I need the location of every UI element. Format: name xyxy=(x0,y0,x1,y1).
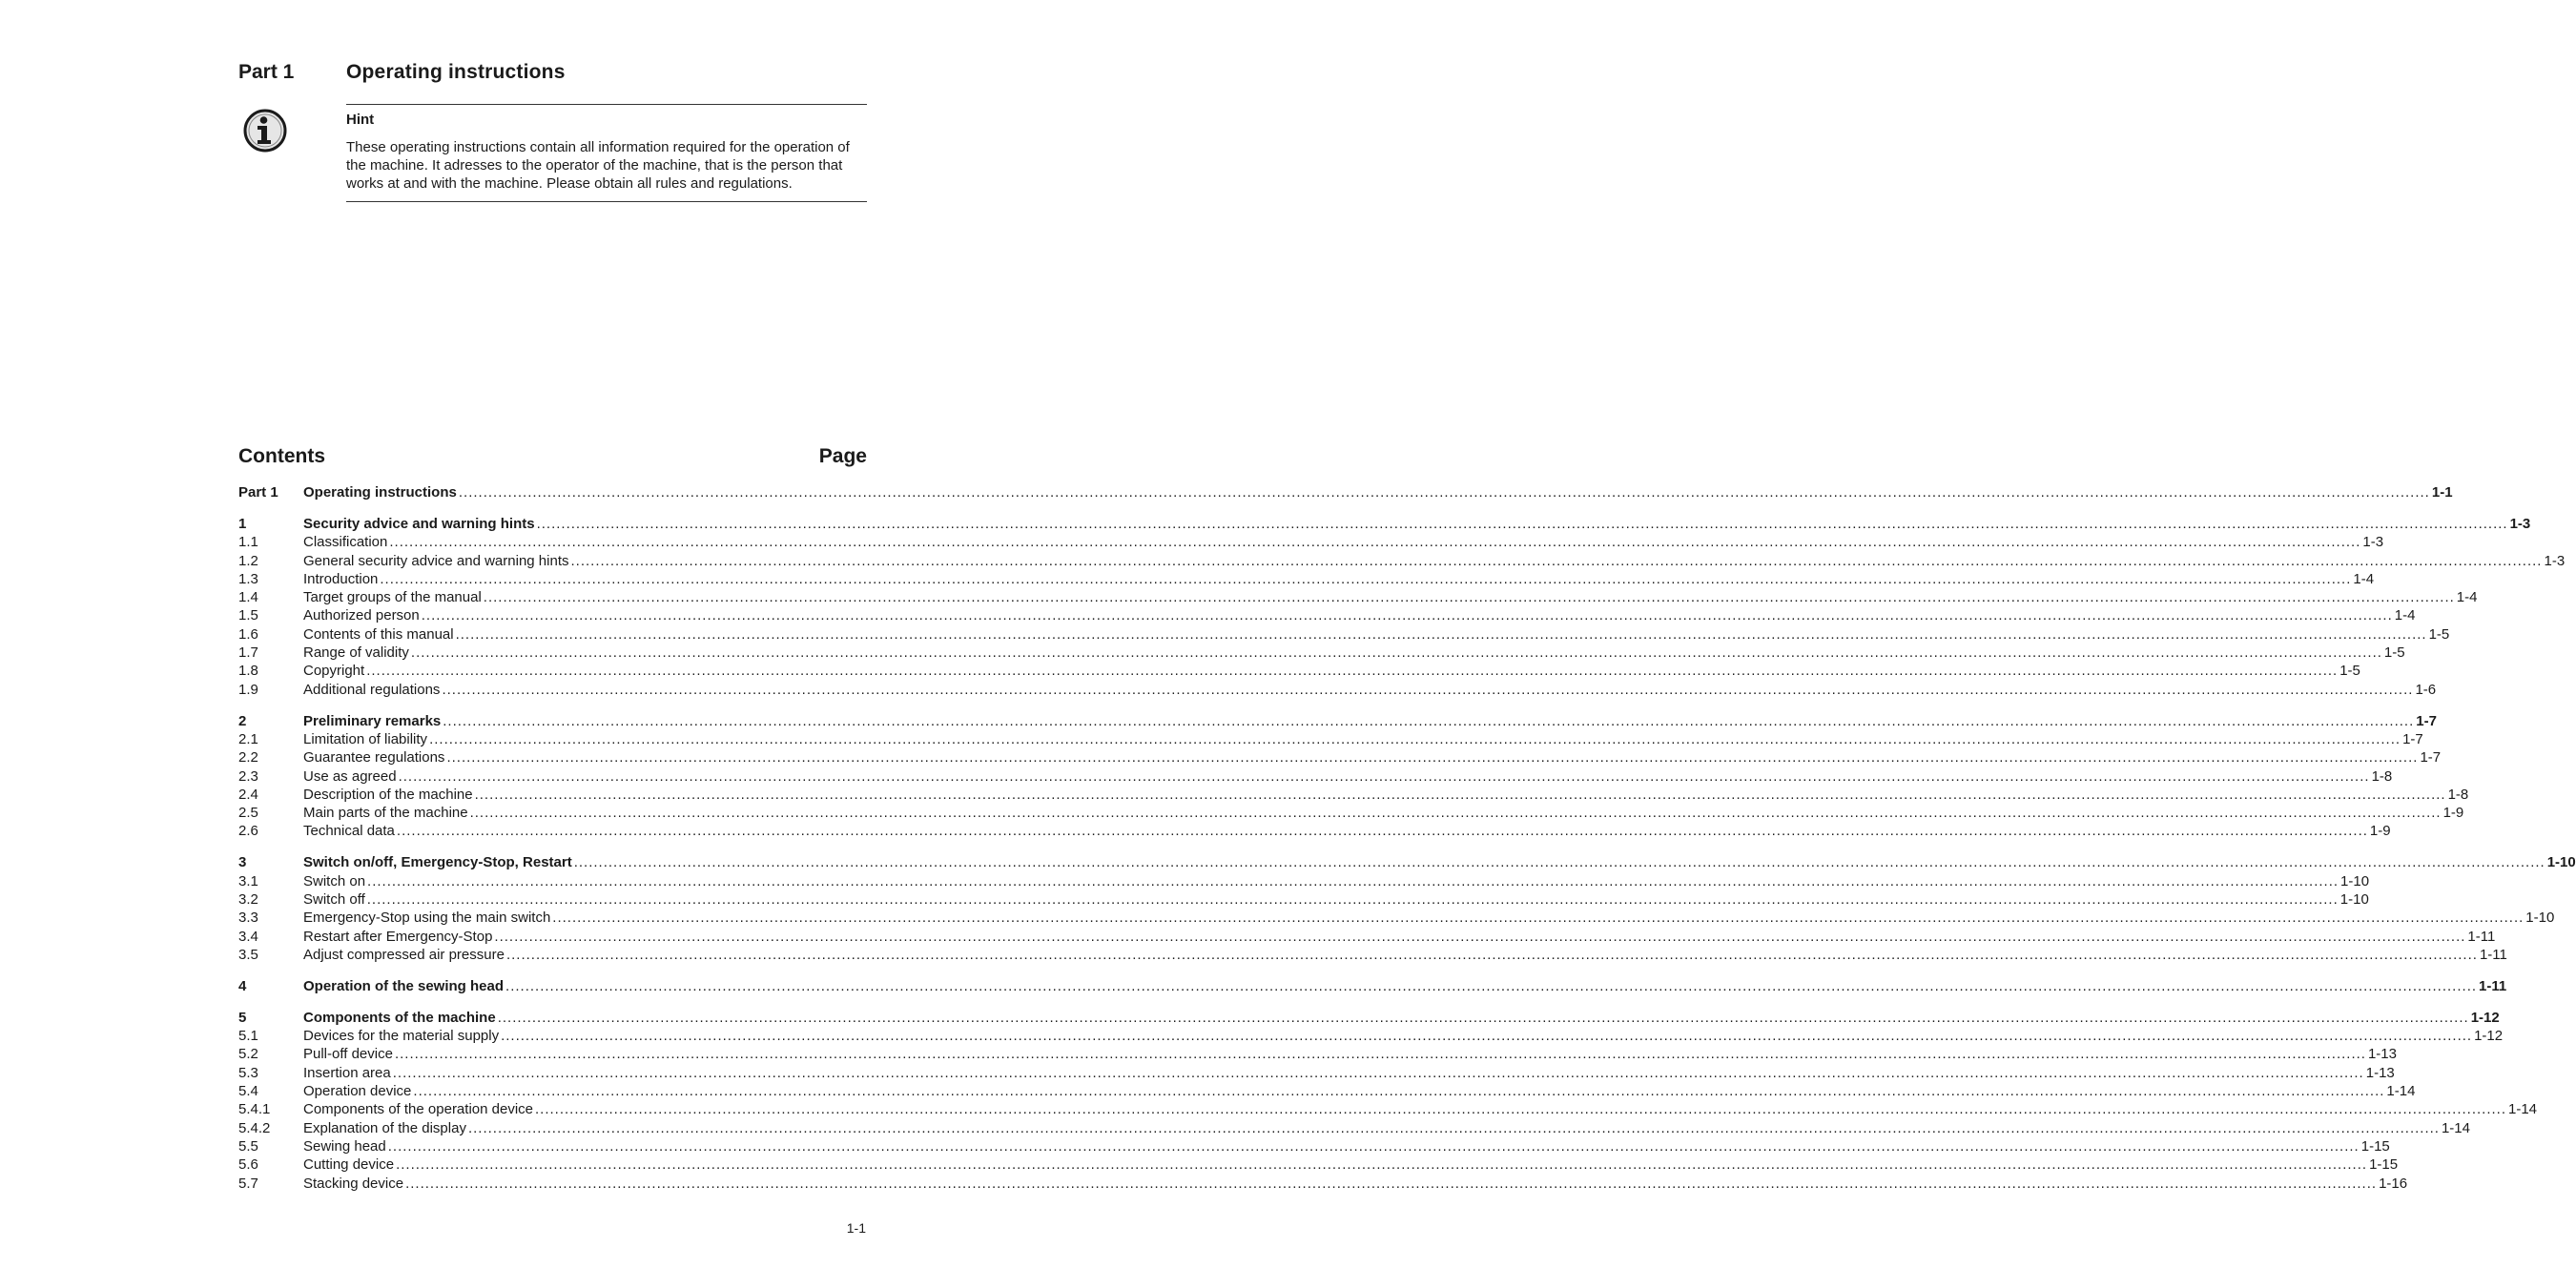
toc-entry xyxy=(238,1119,2470,1138)
toc-entry-number: 1.8 xyxy=(238,663,258,680)
toc-entry xyxy=(238,589,2478,607)
toc-entry-title: Devices for the material supply xyxy=(303,1028,500,1045)
toc-dot-leader: ................................................................................................................................................................................................................................................................................................................................................................................................................ xyxy=(474,786,2446,803)
toc-entry-page: 1-7 xyxy=(2416,712,2437,729)
toc-entry xyxy=(238,570,2375,589)
toc-entry-title: Limitation of liability xyxy=(303,730,428,747)
toc-entry-number: Part 1 xyxy=(238,484,278,501)
toc-entry-page: 1-13 xyxy=(2365,1064,2395,1081)
toc-entry-page: 1-3 xyxy=(2362,534,2384,551)
info-icon xyxy=(242,108,288,153)
toc-entry-title: Target groups of the manual xyxy=(303,589,482,606)
toc-entry xyxy=(238,749,2442,767)
toc-entry-number: 3.5 xyxy=(238,946,258,963)
toc-entry xyxy=(238,786,2469,805)
toc-entry xyxy=(238,644,2405,663)
toc-entry-title: Pull-off device xyxy=(303,1046,393,1063)
toc-entry-title: Switch off xyxy=(303,891,365,908)
toc-entry-page: 1-3 xyxy=(2509,515,2531,532)
page-number: 1-1 xyxy=(846,1220,866,1236)
toc-dot-leader: ................................................................................................................................................................................................................................................................................................................................................................................................................ xyxy=(392,1064,2364,1081)
toc-entry-page: 1-7 xyxy=(2420,749,2442,767)
toc-entry-page: 1-14 xyxy=(2386,1083,2416,1100)
toc-entry-number: 3.3 xyxy=(238,910,258,927)
toc-dot-leader: ................................................................................................................................................................................................................................................................................................................................................................................................................ xyxy=(366,663,2339,680)
toc-entry-page: 1-9 xyxy=(2442,805,2464,822)
toc-dot-leader: ................................................................................................................................................................................................................................................................................................................................................................................................................ xyxy=(573,854,2545,871)
toc-entry-title: Switch on/off, Emergency-Stop, Restart xyxy=(303,854,572,871)
toc-dot-leader: ................................................................................................................................................................................................................................................................................................................................................................................................................ xyxy=(429,730,2401,747)
toc-entry-title: Additional regulations xyxy=(303,681,441,698)
toc-entry xyxy=(238,1175,2408,1194)
toc-entry-page: 1-11 xyxy=(2479,946,2507,963)
toc-entry-number: 3.1 xyxy=(238,872,258,889)
toc-entry xyxy=(238,910,2555,928)
toc-entry-page: 1-5 xyxy=(2383,644,2405,662)
toc-entry-number: 2 xyxy=(238,712,247,729)
toc-dot-leader: ................................................................................................................................................................................................................................................................................................................................................................................................................ xyxy=(443,712,2415,729)
toc-entry-title: Main parts of the machine xyxy=(303,805,468,822)
toc-entry-number: 3.4 xyxy=(238,928,258,945)
toc-entry-page: 1-14 xyxy=(2441,1119,2470,1136)
toc-dot-leader: ................................................................................................................................................................................................................................................................................................................................................................................................................ xyxy=(483,589,2455,606)
toc-dot-leader: ................................................................................................................................................................................................................................................................................................................................................................................................................ xyxy=(380,570,2352,587)
toc-entry xyxy=(238,1046,2397,1064)
toc-dot-leader: ................................................................................................................................................................................................................................................................................................................................................................................................................ xyxy=(570,552,2543,569)
toc-entry-title: Switch on xyxy=(303,872,366,889)
toc-entry-number: 1.7 xyxy=(238,644,258,662)
toc-entry-number: 5.7 xyxy=(238,1175,258,1192)
toc-entry-page: 1-1 xyxy=(2431,484,2453,501)
toc-entry-title: Classification xyxy=(303,534,388,551)
toc-entry-title: Components of the operation device xyxy=(303,1101,533,1118)
toc-entry-page: 1-14 xyxy=(2508,1101,2538,1118)
toc-entry-page: 1-15 xyxy=(2369,1156,2399,1174)
toc-entry-title: General security advice and warning hints xyxy=(303,552,569,569)
toc-entry-title: Contents of this manual xyxy=(303,625,454,643)
toc-entry xyxy=(238,1137,2390,1156)
toc-entry-page: 1-8 xyxy=(2371,767,2393,785)
toc-entry-title: Explanation of the display xyxy=(303,1119,466,1136)
toc-dot-leader: ................................................................................................................................................................................................................................................................................................................................................................................................................ xyxy=(410,644,2382,662)
toc-entry-title: Insertion area xyxy=(303,1064,391,1081)
toc-entry-title: Adjust compressed air pressure xyxy=(303,946,505,963)
toc-entry-number: 1.2 xyxy=(238,552,258,569)
toc-entry-title: Cutting device xyxy=(303,1156,395,1174)
toc-entry-number: 5.6 xyxy=(238,1156,258,1174)
toc-entry xyxy=(238,767,2393,787)
page-header xyxy=(238,61,867,90)
toc-entry-number: 2.6 xyxy=(238,823,258,840)
toc-entry xyxy=(238,977,2507,996)
contents-title: Contents xyxy=(238,445,325,467)
toc-entry xyxy=(238,1101,2538,1119)
toc-dot-leader: ................................................................................................................................................................................................................................................................................................................................................................................................................ xyxy=(413,1083,2385,1100)
table-of-contents xyxy=(238,484,2576,1194)
toc-entry-page: 1-13 xyxy=(2367,1046,2397,1063)
toc-dot-leader: ................................................................................................................................................................................................................................................................................................................................................................................................................ xyxy=(367,872,2339,889)
toc-entry-number: 5.4 xyxy=(238,1083,258,1100)
toc-entry xyxy=(238,805,2464,823)
toc-entry-number: 1.4 xyxy=(238,589,258,606)
toc-entry-number: 5.5 xyxy=(238,1137,258,1155)
toc-entry-number: 1.5 xyxy=(238,607,258,624)
toc-entry-page: 1-8 xyxy=(2447,786,2469,803)
toc-dot-leader: ................................................................................................................................................................................................................................................................................................................................................................................................................ xyxy=(469,805,2442,822)
part-label: Part 1 xyxy=(238,61,295,83)
toc-dot-leader: ................................................................................................................................................................................................................................................................................................................................................................................................................ xyxy=(497,1009,2469,1026)
toc-dot-leader: ................................................................................................................................................................................................................................................................................................................................................................................................................ xyxy=(536,515,2508,532)
toc-entry-page: 1-12 xyxy=(2470,1009,2500,1026)
toc-entry-page: 1-5 xyxy=(2339,663,2360,680)
toc-dot-leader: ................................................................................................................................................................................................................................................................................................................................................................................................................ xyxy=(387,1137,2360,1155)
hint-top-divider xyxy=(346,104,867,105)
toc-entry-title: Range of validity xyxy=(303,644,409,662)
toc-entry-page: 1-6 xyxy=(2415,681,2437,698)
toc-entry xyxy=(238,484,2453,502)
toc-entry xyxy=(238,712,2437,731)
toc-entry-title: Introduction xyxy=(303,570,379,587)
page-title: Operating instructions xyxy=(346,61,566,83)
hint-heading: Hint xyxy=(346,112,375,128)
toc-entry-number: 2.2 xyxy=(238,749,258,767)
toc-entry-title: Operation device xyxy=(303,1083,412,1100)
toc-entry-title: Components of the machine xyxy=(303,1009,496,1026)
toc-dot-leader: ................................................................................................................................................................................................................................................................................................................................................................................................................ xyxy=(396,1156,2368,1174)
toc-entry-number: 5.3 xyxy=(238,1064,258,1081)
toc-entry xyxy=(238,891,2369,910)
toc-entry-page: 1-15 xyxy=(2360,1137,2390,1155)
toc-dot-leader: ................................................................................................................................................................................................................................................................................................................................................................................................................ xyxy=(396,823,2368,840)
toc-entry-number: 2.3 xyxy=(238,767,258,785)
toc-entry-number: 1.3 xyxy=(238,570,258,587)
toc-dot-leader: ................................................................................................................................................................................................................................................................................................................................................................................................................ xyxy=(446,749,2419,767)
toc-entry-title: Security advice and warning hints xyxy=(303,515,535,532)
toc-entry-page: 1-4 xyxy=(2353,570,2375,587)
toc-entry-number: 5.4.1 xyxy=(238,1101,271,1118)
toc-entry-page: 1-10 xyxy=(2546,854,2576,871)
toc-dot-leader: ................................................................................................................................................................................................................................................................................................................................................................................................................ xyxy=(366,891,2339,908)
toc-entry xyxy=(238,1009,2500,1028)
toc-entry xyxy=(238,730,2423,749)
toc-entry-page: 1-10 xyxy=(2340,872,2370,889)
toc-entry xyxy=(238,663,2360,681)
toc-entry-page: 1-4 xyxy=(2394,607,2416,624)
toc-entry-title: Emergency-Stop using the main switch xyxy=(303,910,551,927)
toc-entry-page: 1-11 xyxy=(2467,928,2496,945)
toc-entry-title: Copyright xyxy=(303,663,365,680)
toc-entry-title: Technical data xyxy=(303,823,395,840)
toc-dot-leader: ................................................................................................................................................................................................................................................................................................................................................................................................................ xyxy=(505,946,2478,963)
toc-dot-leader: ................................................................................................................................................................................................................................................................................................................................................................................................................ xyxy=(535,1101,2506,1118)
toc-entry-page: 1-11 xyxy=(2479,977,2507,994)
hint-text: These operating instructions contain all information required for the operation of the machine. It adresses to the operator of the machine, that is the person that works at and with the machine. Please obtain all rules and regulations. xyxy=(346,139,850,192)
toc-entry-number: 5 xyxy=(238,1009,247,1026)
toc-entry xyxy=(238,946,2507,965)
toc-entry xyxy=(238,928,2496,947)
toc-entry-number: 1.6 xyxy=(238,625,258,643)
toc-dot-leader: ................................................................................................................................................................................................................................................................................................................................................................................................................ xyxy=(405,1175,2378,1192)
toc-entry-title: Authorized person xyxy=(303,607,420,624)
toc-entry-number: 4 xyxy=(238,977,247,994)
toc-entry xyxy=(238,625,2450,644)
toc-dot-leader: ................................................................................................................................................................................................................................................................................................................................................................................................................ xyxy=(394,1046,2366,1063)
toc-entry xyxy=(238,515,2531,534)
toc-entry-number: 3.2 xyxy=(238,891,258,908)
toc-entry-title: Sewing head xyxy=(303,1137,386,1155)
toc-entry xyxy=(238,854,2576,872)
toc-entry-page: 1-4 xyxy=(2456,589,2478,606)
toc-entry xyxy=(238,1083,2416,1101)
toc-dot-leader: ................................................................................................................................................................................................................................................................................................................................................................................................................ xyxy=(389,534,2361,551)
toc-entry-title: Operating instructions xyxy=(303,484,457,501)
toc-dot-leader: ................................................................................................................................................................................................................................................................................................................................................................................................................ xyxy=(494,928,2466,945)
toc-dot-leader: ................................................................................................................................................................................................................................................................................................................................................................................................................ xyxy=(505,977,2478,994)
toc-entry-number: 5.1 xyxy=(238,1028,258,1045)
toc-entry-number: 5.4.2 xyxy=(238,1119,271,1136)
toc-entry-title: Use as agreed xyxy=(303,767,397,785)
toc-entry-number: 2.1 xyxy=(238,730,258,747)
toc-entry-number: 1 xyxy=(238,515,247,532)
toc-entry-title: Stacking device xyxy=(303,1175,404,1192)
toc-entry xyxy=(238,1028,2504,1046)
toc-entry-number: 5.2 xyxy=(238,1046,258,1063)
toc-entry-number: 1.9 xyxy=(238,681,258,698)
toc-entry xyxy=(238,872,2370,891)
toc-entry-number: 3 xyxy=(238,854,247,871)
contents-header xyxy=(238,445,867,472)
toc-dot-leader: ................................................................................................................................................................................................................................................................................................................................................................................................................ xyxy=(442,681,2414,698)
toc-entry-title: Operation of the sewing head xyxy=(303,977,505,994)
toc-entry-title: Guarantee regulations xyxy=(303,749,445,767)
toc-entry-page: 1-10 xyxy=(2525,910,2555,927)
toc-entry-page: 1-16 xyxy=(2379,1175,2408,1192)
toc-entry-title: Description of the machine xyxy=(303,786,473,803)
toc-entry-page: 1-3 xyxy=(2544,552,2566,569)
toc-entry xyxy=(238,823,2391,841)
toc-entry xyxy=(238,1064,2395,1083)
toc-entry-number: 2.5 xyxy=(238,805,258,822)
toc-entry-title: Preliminary remarks xyxy=(303,712,442,729)
toc-entry-page: 1-7 xyxy=(2402,730,2423,747)
toc-entry xyxy=(238,1156,2399,1175)
toc-entry-page: 1-9 xyxy=(2369,823,2391,840)
toc-dot-leader: ................................................................................................................................................................................................................................................................................................................................................................................................................ xyxy=(467,1119,2440,1136)
toc-entry xyxy=(238,534,2384,552)
toc-entry xyxy=(238,681,2437,700)
toc-dot-leader: ................................................................................................................................................................................................................................................................................................................................................................................................................ xyxy=(458,484,2430,501)
hint-bottom-divider xyxy=(346,201,867,202)
toc-entry-number: 1.1 xyxy=(238,534,258,551)
toc-entry-page: 1-10 xyxy=(2339,891,2369,908)
toc-entry-page: 1-5 xyxy=(2428,625,2450,643)
toc-entry xyxy=(238,552,2566,571)
toc-dot-leader: ................................................................................................................................................................................................................................................................................................................................................................................................................ xyxy=(455,625,2427,643)
toc-entry xyxy=(238,607,2416,625)
toc-entry-page: 1-12 xyxy=(2474,1028,2504,1045)
toc-dot-leader: ................................................................................................................................................................................................................................................................................................................................................................................................................ xyxy=(421,607,2393,624)
toc-dot-leader: ................................................................................................................................................................................................................................................................................................................................................................................................................ xyxy=(398,767,2370,785)
toc-entry-title: Restart after Emergency-Stop xyxy=(303,928,493,945)
contents-page-label: Page xyxy=(818,445,867,467)
toc-entry-number: 2.4 xyxy=(238,786,258,803)
toc-dot-leader: ................................................................................................................................................................................................................................................................................................................................................................................................................ xyxy=(552,910,2524,927)
toc-dot-leader: ................................................................................................................................................................................................................................................................................................................................................................................................................ xyxy=(501,1028,2473,1045)
